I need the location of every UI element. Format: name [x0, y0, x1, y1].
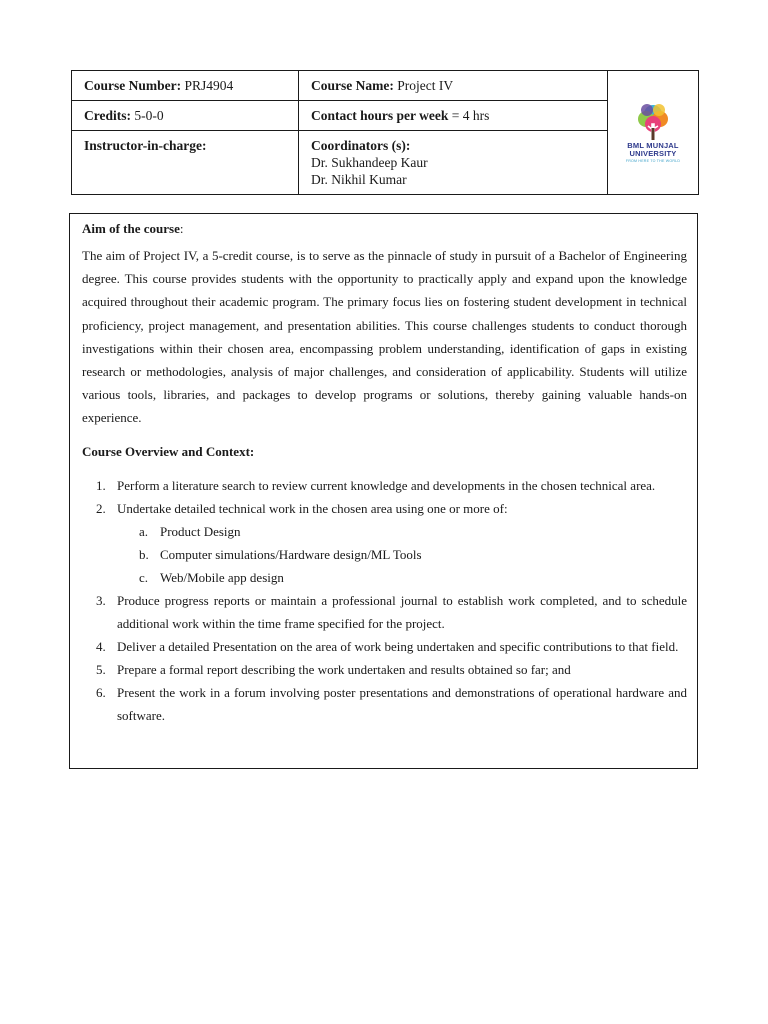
list-item-number: 1. — [96, 477, 106, 493]
list-item — [82, 658, 687, 681]
course-description-box — [69, 213, 698, 769]
list-item-number: 4. — [96, 638, 106, 654]
credits-label: Credits: — [84, 108, 131, 123]
list-item-text: Prepare a formal report describing the work undertaken and results obtained so far; and — [117, 661, 571, 677]
sub-item-text: Computer simulations/Hardware design/ML Tools — [160, 546, 422, 562]
aim-paragraph: The aim of Project IV, a 5-credit course, is to serve as the pinnacle of study in pursuit of a Bachelor of Engineering degree. This course provides students with the opportunity to practically apply and expand upon the knowledge acquired throughout their academic program. The primary focus lies on fostering student development in technical proficiency, project management, and presentation abilities. This course challenges students to conduct thorough investigations within their chosen area, encompassing problem understanding, identification of gaps in existing research or methodologies, analysis of major challenges, and consideration of applicability. Students will utilize various tools, libraries, and packages to develop programs or solutions, thereby gaining valuable hands-on experience. — [82, 248, 687, 426]
list-item-number: 5. — [96, 661, 106, 677]
sub-list-item — [117, 520, 687, 543]
course-number-value: PRJ4904 — [184, 78, 234, 93]
course-name-label: Course Name: — [311, 78, 394, 93]
list-item-text: Produce progress reports or maintain a professional journal to establish work completed, and to schedule additional work within the time frame specified for the project. — [117, 592, 687, 631]
course-header-table — [71, 70, 699, 195]
coordinators-label: Coordinators (s): — [311, 138, 411, 153]
sub-item-letter: c. — [139, 569, 149, 585]
coordinators-cell — [299, 131, 608, 195]
sub-item-text: Web/Mobile app design — [160, 569, 284, 585]
list-item — [82, 474, 687, 497]
contact-hours-value: = 4 hrs — [451, 108, 490, 123]
sub-list-item — [117, 566, 687, 589]
list-item-text: Undertake detailed technical work in the chosen area using one or more of: — [117, 500, 508, 516]
aim-heading-text: Aim of the course — [82, 221, 180, 236]
list-item-number: 6. — [96, 684, 106, 700]
university-logo — [626, 102, 680, 164]
sub-item-text: Product Design — [160, 523, 241, 539]
course-name-cell — [299, 71, 608, 101]
course-number-cell — [72, 71, 299, 101]
overview-list — [82, 474, 687, 727]
aim-heading — [82, 220, 687, 237]
list-item-number: 2. — [96, 500, 106, 516]
credits-cell — [72, 101, 299, 131]
list-item-number: 3. — [96, 592, 106, 608]
list-item-text: Present the work in a forum involving poster presentations and demonstrations of operational hardware and software. — [117, 684, 687, 723]
sub-item-letter: a. — [139, 523, 149, 539]
list-item — [82, 635, 687, 658]
logo-cell — [608, 71, 699, 195]
list-item-text: Perform a literature search to review current knowledge and developments in the chosen technical area. — [117, 477, 656, 493]
aim-heading-suffix: : — [179, 221, 184, 236]
coordinator-2: Dr. Nikhil Kumar — [311, 172, 407, 187]
contact-hours-cell — [299, 101, 608, 131]
sub-item-letter: b. — [139, 546, 149, 562]
logo-tagline: FROM HERE TO THE WORLD — [625, 158, 681, 163]
list-item — [82, 589, 687, 635]
list-item — [82, 681, 687, 727]
sub-list-item — [117, 543, 687, 566]
logo-name-line1: BML MUNJAL — [627, 140, 679, 150]
instructor-cell — [72, 131, 299, 195]
list-item — [82, 497, 687, 589]
course-name-value: Project IV — [397, 78, 454, 93]
credits-value: 5-0-0 — [134, 108, 164, 123]
logo-name-line2: UNIVERSITY — [629, 148, 677, 158]
course-number-label: Course Number: — [84, 78, 182, 93]
sub-list — [117, 520, 687, 589]
contact-hours-label: Contact hours per week — [311, 108, 449, 123]
overview-heading: Course Overview and Context: — [82, 443, 255, 459]
instructor-label: Instructor-in-charge: — [84, 138, 207, 153]
tree-logo-icon — [636, 102, 670, 142]
coordinator-1: Dr. Sukhandeep Kaur — [311, 155, 428, 170]
list-item-text: Deliver a detailed Presentation on the area of work being undertaken and specific contributions to that field. — [117, 638, 679, 654]
